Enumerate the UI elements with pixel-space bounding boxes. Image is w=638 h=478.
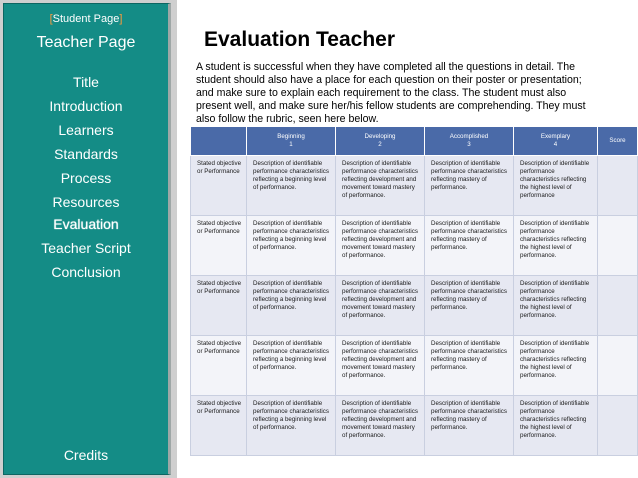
nav-evaluation[interactable]: Evaluation: [53, 216, 119, 232]
cell-exemplary: Description of identifiable performance characteristics reflecting the highest level of performance.: [514, 336, 598, 396]
header-beginning: Beginning 1: [247, 127, 336, 156]
cell-exemplary: Description of identifiable performance characteristics reflecting the highest level of performance.: [514, 396, 598, 456]
cell-developing: Description of identifiable performance characteristics reflecting development and movement toward mastery of performance.: [336, 396, 425, 456]
header-objective: [191, 127, 247, 156]
page-title: Evaluation Teacher: [204, 28, 396, 51]
cell-score: [598, 216, 638, 276]
cell-beginning: Description of identifiable performance characteristics reflecting a beginning level of performance.: [247, 216, 336, 276]
cell-objective: Stated objective or Performance: [191, 216, 247, 276]
cell-beginning: Description of identifiable performance characteristics reflecting a beginning level of performance.: [247, 156, 336, 216]
nav-conclusion[interactable]: Conclusion: [51, 264, 121, 280]
nav-learners[interactable]: Learners: [58, 122, 114, 138]
cell-objective: Stated objective or Performance: [191, 156, 247, 216]
cell-accomplished: Description of identifiable performance characteristics reflecting mastery of performance.: [425, 276, 514, 336]
cell-accomplished: Description of identifiable performance characteristics reflecting mastery of performance.: [425, 216, 514, 276]
cell-score: [598, 336, 638, 396]
cell-developing: Description of identifiable performance characteristics reflecting development and movement toward mastery of performance.: [336, 276, 425, 336]
cell-exemplary: Description of identifiable performance characteristics reflecting the highest level of performance.: [514, 276, 598, 336]
cell-score: [598, 276, 638, 336]
sidebar: [3, 3, 171, 475]
bracket-close: ]: [119, 13, 123, 25]
rubric-row: [191, 156, 638, 216]
cell-score: [598, 156, 638, 216]
sidebar-frame: [0, 0, 177, 478]
rubric-table: [190, 126, 638, 456]
header-developing: Developing 2: [336, 127, 425, 156]
cell-score: [598, 396, 638, 456]
cell-developing: Description of identifiable performance characteristics reflecting development and movement toward mastery of performance.: [336, 156, 425, 216]
cell-developing: Description of identifiable performance characteristics reflecting development and movement toward mastery of performance.: [336, 216, 425, 276]
student-page-link[interactable]: [4, 13, 168, 25]
cell-developing: Description of identifiable performance characteristics reflecting development and movement toward mastery of performance.: [336, 336, 425, 396]
student-page-label[interactable]: Student Page: [52, 13, 120, 25]
nav-teacher-script[interactable]: Teacher Script: [41, 240, 131, 256]
rubric-row: [191, 276, 638, 336]
bracket-open: [: [49, 13, 53, 25]
header-exemplary: Exemplary 4: [514, 127, 598, 156]
cell-objective: Stated objective or Performance: [191, 276, 247, 336]
rubric-header-row: [191, 127, 638, 156]
cell-objective: Stated objective or Performance: [191, 336, 247, 396]
nav-title[interactable]: Title: [73, 74, 99, 90]
cell-exemplary: Description of identifiable performance characteristics reflecting the highest level of performance.: [514, 216, 598, 276]
cell-accomplished: Description of identifiable performance characteristics reflecting mastery of performance.: [425, 336, 514, 396]
nav-process[interactable]: Process: [60, 170, 112, 186]
nav-standards[interactable]: Standards: [54, 146, 118, 162]
nav-resources[interactable]: Resources: [52, 194, 120, 210]
cell-accomplished: Description of identifiable performance characteristics reflecting mastery of performance.: [425, 396, 514, 456]
cell-beginning: Description of identifiable performance characteristics reflecting a beginning level of performance.: [247, 276, 336, 336]
rubric-row: [191, 396, 638, 456]
nav-credits[interactable]: Credits: [63, 447, 109, 463]
rubric-row: [191, 336, 638, 396]
header-accomplished: Accomplished 3: [425, 127, 514, 156]
nav-introduction[interactable]: Introduction: [49, 98, 123, 114]
header-score: Score: [598, 127, 638, 156]
cell-beginning: Description of identifiable performance characteristics reflecting a beginning level of performance.: [247, 396, 336, 456]
cell-beginning: Description of identifiable performance characteristics reflecting a beginning level of performance.: [247, 336, 336, 396]
cell-accomplished: Description of identifiable performance characteristics reflecting mastery of performance.: [425, 156, 514, 216]
rubric-row: [191, 216, 638, 276]
intro-paragraph: A student is successful when they have completed all the questions in detail. The student should also have a place for each question on their poster or presentation; and make sure to explain each requirement to the class. The student must also present well, and make sure her/his fellow students are comprehending. They must also follow the rubric, seen here below.: [196, 61, 586, 126]
cell-exemplary: Description of identifiable performance characteristics reflecting the highest level of performance: [514, 156, 598, 216]
cell-objective: Stated objective or Performance: [191, 396, 247, 456]
teacher-page-heading: Teacher Page: [36, 34, 136, 51]
